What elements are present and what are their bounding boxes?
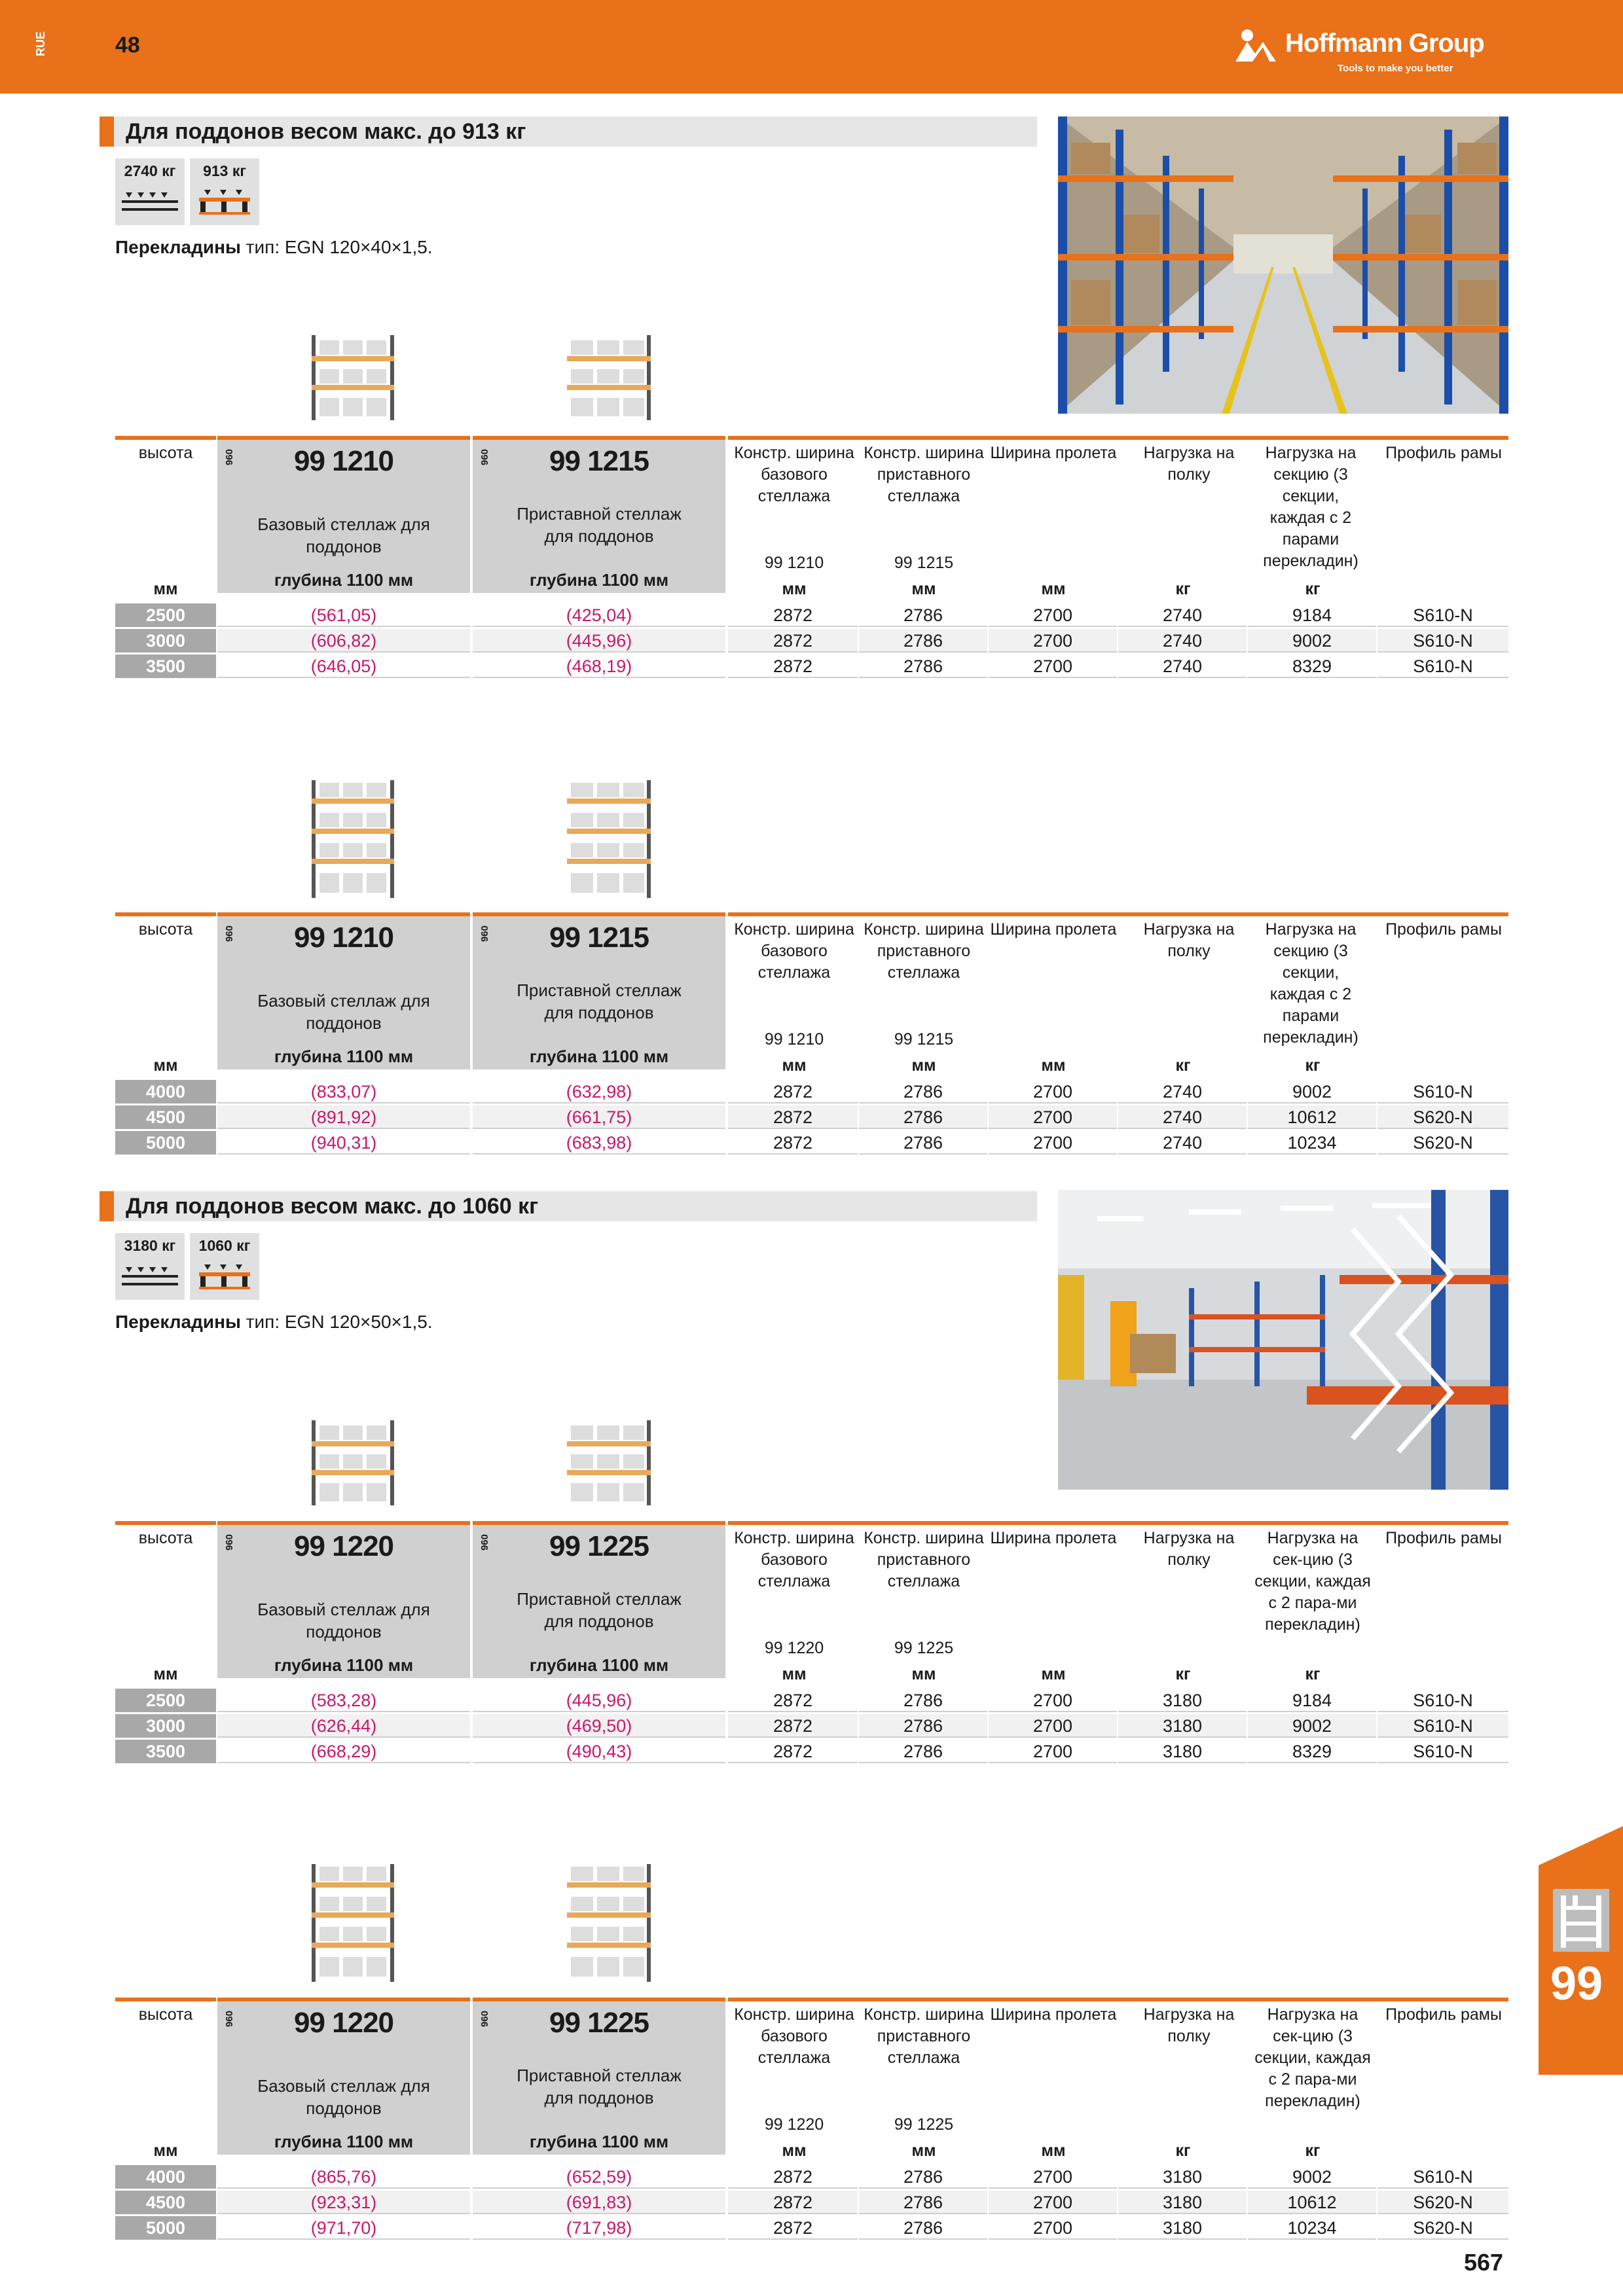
col-span-width-unit: мм (1041, 1056, 1066, 1075)
depth-code: 960 (479, 449, 490, 466)
col-section-load: Нагрузка на секцию (3 секции, каждая с 2 парами перекладин) (1263, 920, 1359, 1047)
col-ext-width: Констр. ширина приставного стеллажа (864, 444, 984, 505)
product-extension-rack[interactable] (473, 1998, 725, 2155)
hoffmann-logo-icon (1233, 27, 1279, 64)
col-ext-width-code: 99 1215 (894, 554, 954, 572)
row-height: 4500 (115, 2191, 216, 2214)
price-table-1 (115, 436, 1508, 681)
col-ext-width-code: 99 1215 (894, 1030, 954, 1049)
table-row (115, 2191, 1508, 2215)
product-depth: глубина 1100 мм (274, 2132, 414, 2151)
cell: S620-N (1377, 2216, 1508, 2240)
price-ext[interactable]: (652,59) (473, 2165, 725, 2189)
col-frame-profile: Профиль рамы (1385, 920, 1502, 939)
price-ext[interactable]: (445,96) (473, 629, 725, 653)
table-row (115, 1689, 1508, 1713)
col-section-load-unit: кг (1305, 2142, 1321, 2160)
price-base[interactable]: (940,31) (217, 1131, 470, 1155)
brand-tagline: Tools to make you better (1338, 63, 1453, 74)
price-ext[interactable]: (717,98) (473, 2216, 725, 2240)
price-base[interactable]: (668,29) (217, 1740, 470, 1763)
product-extension-rack[interactable] (473, 436, 725, 593)
depth-code: 960 (224, 925, 235, 942)
cell: 2786 (859, 1740, 987, 1763)
col-base-width-unit: мм (782, 2142, 807, 2160)
price-ext[interactable]: (691,83) (473, 2191, 725, 2214)
shelf-load-icon (120, 188, 179, 220)
product-code: 99 1215 (549, 445, 649, 477)
cell: 9002 (1248, 1714, 1376, 1738)
col-base-width-code: 99 1220 (764, 2115, 824, 2134)
base-rack-illustration-3level (310, 335, 395, 420)
cell: 2700 (989, 2165, 1117, 2189)
col-span-width-unit: мм (1041, 2142, 1066, 2160)
badge-pallet-text: 913 кг (203, 162, 246, 179)
row-height: 5000 (115, 2216, 216, 2240)
cell: S610-N (1377, 655, 1508, 678)
price-ext[interactable]: (469,50) (473, 1714, 725, 1738)
depth-code: 960 (224, 2011, 235, 2028)
cell: 9002 (1248, 1080, 1376, 1103)
cell: 2700 (989, 2216, 1117, 2240)
product-description: Базовый стеллаж для поддонов (257, 991, 430, 1033)
table-row (115, 1740, 1508, 1765)
price-base[interactable]: (606,82) (217, 629, 470, 653)
cell: 9184 (1248, 603, 1376, 627)
pallet-load-icon (195, 1263, 254, 1295)
cell: 2786 (859, 1714, 987, 1738)
col-ext-width-unit: мм (911, 2142, 936, 2160)
cell: 2786 (859, 2216, 987, 2240)
height-unit: мм (153, 2142, 178, 2160)
cell: 3180 (1118, 2191, 1247, 2214)
product-extension-rack[interactable] (473, 1521, 725, 1678)
row-height: 2500 (115, 603, 216, 627)
cell: 2872 (728, 2191, 858, 2214)
price-base[interactable]: (583,28) (217, 1689, 470, 1712)
col-base-width-code: 99 1210 (764, 1030, 824, 1049)
depth-code: 960 (224, 449, 235, 466)
cell: S610-N (1377, 1689, 1508, 1712)
price-table-2 (115, 912, 1508, 1157)
col-base-width: Констр. ширина базового стеллажа (734, 2005, 854, 2067)
badge-shelf-load (115, 158, 185, 225)
product-description: Приставной стеллаж для поддонов (517, 2066, 682, 2108)
height-label: высота (138, 1529, 193, 1547)
product-code: 99 1210 (293, 922, 394, 954)
warehouse-hall-photo (1058, 1190, 1508, 1490)
extension-rack-illustration-3level (567, 1420, 652, 1505)
price-ext[interactable]: (425,04) (473, 603, 725, 627)
cell: 2740 (1118, 603, 1247, 627)
col-ext-width-code: 99 1225 (894, 1639, 954, 1657)
col-span-width: Ширина пролета (990, 444, 1117, 462)
product-description: Приставной стеллаж для поддонов (517, 980, 682, 1022)
cell: 3180 (1118, 1740, 1247, 1763)
section-title-1060: Для поддонов весом макс. до 1060 кг (100, 1191, 1037, 1221)
product-code: 99 1225 (549, 1530, 649, 1562)
col-shelf-load: Нагрузка на полку (1143, 444, 1235, 484)
price-ext[interactable]: (490,43) (473, 1740, 725, 1763)
cell: 2872 (728, 1131, 858, 1155)
table-row (115, 1131, 1508, 1156)
col-base-width: Констр. ширина базового стеллажа (734, 1529, 854, 1590)
header-bar (0, 0, 1623, 94)
cell: S620-N (1377, 2191, 1508, 2214)
cell: S610-N (1377, 1740, 1508, 1763)
col-section-load: Нагрузка на сек-цию (3 секции, каждая с 2 пара-ми перекладин) (1254, 2005, 1371, 2110)
cell: 2872 (728, 1105, 858, 1129)
col-shelf-load-unit: кг (1175, 2142, 1191, 2160)
depth-code: 960 (479, 1534, 490, 1551)
table-row (115, 1105, 1508, 1130)
base-rack-illustration-4level (310, 1864, 395, 1982)
extension-rack-illustration-4level (567, 1864, 652, 1982)
depth-code: 960 (224, 1534, 235, 1551)
brand-logo[interactable] (1233, 25, 1508, 77)
cell: 9002 (1248, 629, 1376, 653)
cell: 10612 (1248, 1105, 1376, 1129)
col-section-load: Нагрузка на сек-цию (3 секции, каждая с 2 пара-ми перекладин) (1254, 1529, 1371, 1634)
cell: S620-N (1377, 1131, 1508, 1155)
cell: 2700 (989, 603, 1117, 627)
product-base-rack[interactable] (217, 1998, 470, 2155)
cell: S610-N (1377, 629, 1508, 653)
row-height: 3500 (115, 655, 216, 678)
cell: 10612 (1248, 2191, 1376, 2214)
product-code: 99 1215 (549, 922, 649, 954)
price-base[interactable]: (646,05) (217, 655, 470, 678)
language-code: RUE (34, 31, 47, 57)
base-rack-illustration-3level (310, 1420, 395, 1505)
shelf-load-icon (120, 1263, 179, 1295)
col-span-width-unit: мм (1041, 1665, 1066, 1683)
price-ext[interactable]: (632,98) (473, 1080, 725, 1103)
price-ext[interactable]: (683,98) (473, 1131, 725, 1155)
col-span-width: Ширина пролета (990, 2005, 1117, 2024)
cell: 10234 (1248, 2216, 1376, 2240)
depth-code: 960 (479, 2011, 490, 2028)
col-base-width-code: 99 1220 (764, 1639, 824, 1657)
col-shelf-load-unit: кг (1175, 1056, 1191, 1075)
cell: 2740 (1118, 629, 1247, 653)
col-base-width-code: 99 1210 (764, 554, 824, 572)
cell: 2740 (1118, 1131, 1247, 1155)
base-rack-illustration-4level (310, 780, 395, 898)
row-height: 3000 (115, 1714, 216, 1738)
product-base-rack[interactable] (217, 436, 470, 593)
col-ext-width: Констр. ширина приставного стеллажа (864, 2005, 984, 2067)
col-frame-profile: Профиль рамы (1385, 2005, 1502, 2024)
cell: 3180 (1118, 2216, 1247, 2240)
cell: 3180 (1118, 1689, 1247, 1712)
price-base[interactable]: (971,70) (217, 2216, 470, 2240)
row-height: 4000 (115, 1080, 216, 1103)
col-span-width: Ширина пролета (990, 920, 1117, 939)
cell: 2786 (859, 1080, 987, 1103)
product-description: Приставной стеллаж для поддонов (517, 504, 682, 546)
cell: 2786 (859, 629, 987, 653)
cell: 2872 (728, 629, 858, 653)
product-depth: глубина 1100 мм (274, 570, 414, 590)
col-section-load-unit: кг (1305, 1665, 1321, 1683)
page-number-top: 48 (115, 33, 140, 58)
product-depth: глубина 1100 мм (274, 1655, 414, 1675)
cell: 2872 (728, 2165, 858, 2189)
cell: 2872 (728, 1689, 858, 1712)
cell: 2700 (989, 1105, 1117, 1129)
col-ext-width: Констр. ширина приставного стеллажа (864, 920, 984, 982)
row-height: 2500 (115, 1689, 216, 1712)
extension-rack-illustration-4level (567, 780, 652, 898)
cell: 2700 (989, 1714, 1117, 1738)
col-span-width-unit: мм (1041, 580, 1066, 598)
badge-shelf-text: 2740 кг (124, 162, 176, 179)
col-shelf-load: Нагрузка на полку (1143, 1529, 1235, 1569)
cell: 2786 (859, 1105, 987, 1129)
cell: 2700 (989, 629, 1117, 653)
extension-rack-illustration-3level (567, 335, 652, 420)
col-base-width-unit: мм (782, 1056, 807, 1075)
cell: 2700 (989, 1740, 1117, 1763)
shelving-icon (1553, 1889, 1609, 1952)
price-table-4 (115, 1998, 1508, 2242)
cell: S610-N (1377, 2165, 1508, 2189)
cell: S610-N (1377, 1714, 1508, 1738)
col-base-width: Констр. ширина базового стеллажа (734, 920, 854, 982)
col-section-load: Нагрузка на секцию (3 секции, каждая с 2 парами перекладин) (1263, 444, 1359, 570)
col-ext-width-unit: мм (911, 1665, 936, 1683)
col-base-width: Констр. ширина базового стеллажа (734, 444, 854, 505)
cell: 2700 (989, 655, 1117, 678)
col-ext-width-unit: мм (911, 580, 936, 598)
cell: 2786 (859, 603, 987, 627)
beams-type: тип: EGN 120×40×1,5. (240, 237, 433, 257)
col-shelf-load-unit: кг (1175, 580, 1191, 598)
product-code: 99 1220 (293, 2007, 394, 2039)
col-shelf-load-unit: кг (1175, 1665, 1191, 1683)
cell: 2872 (728, 2216, 858, 2240)
cell: 2872 (728, 603, 858, 627)
beams-info-2 (115, 1312, 433, 1333)
warehouse-aisle-photo (1058, 117, 1508, 414)
height-label: высота (138, 920, 193, 939)
col-ext-width: Констр. ширина приставного стеллажа (864, 1529, 984, 1590)
price-ext[interactable]: (468,19) (473, 655, 725, 678)
col-frame-profile: Профиль рамы (1385, 444, 1502, 462)
cell: 2740 (1118, 655, 1247, 678)
col-section-load-unit: кг (1305, 580, 1321, 598)
price-base[interactable]: (626,44) (217, 1714, 470, 1738)
product-depth: глубина 1100 мм (529, 1047, 669, 1066)
cell: 2872 (728, 1714, 858, 1738)
brand-name: Hoffmann Group (1285, 29, 1484, 58)
cell: 2872 (728, 655, 858, 678)
col-base-width-unit: мм (782, 1665, 807, 1683)
height-unit: мм (153, 1665, 178, 1683)
col-base-width-unit: мм (782, 580, 807, 598)
page-number-bottom: 567 (1464, 2249, 1504, 2276)
beams-label: Перекладины (115, 1312, 241, 1332)
product-depth: глубина 1100 мм (529, 1655, 669, 1675)
beams-type: тип: EGN 120×50×1,5. (240, 1312, 433, 1332)
cell: 8329 (1248, 655, 1376, 678)
cell: 2872 (728, 1740, 858, 1763)
price-ext[interactable]: (661,75) (473, 1105, 725, 1129)
price-ext[interactable]: (445,96) (473, 1689, 725, 1712)
cell: 2786 (859, 1131, 987, 1155)
price-base[interactable]: (923,31) (217, 2191, 470, 2214)
product-code: 99 1220 (293, 1530, 394, 1562)
chapter-tab[interactable] (1539, 1826, 1623, 2075)
cell: 2700 (989, 1131, 1117, 1155)
cell: 2740 (1118, 1105, 1247, 1129)
cell: 2700 (989, 2191, 1117, 2214)
cell: S620-N (1377, 1105, 1508, 1129)
cell: 2786 (859, 1689, 987, 1712)
cell: 3180 (1118, 1714, 1247, 1738)
price-base[interactable]: (865,76) (217, 2165, 470, 2189)
table-row (115, 603, 1508, 628)
badge-shelf-text: 3180 кг (124, 1237, 176, 1254)
cell: 2786 (859, 655, 987, 678)
cell: 2872 (728, 1080, 858, 1103)
row-height: 4500 (115, 1105, 216, 1129)
col-section-load-unit: кг (1305, 1056, 1321, 1075)
col-ext-width-unit: мм (911, 1056, 936, 1075)
height-label: высота (138, 2005, 193, 2024)
price-base[interactable]: (891,92) (217, 1105, 470, 1129)
cell: 9184 (1248, 1689, 1376, 1712)
badge-pallet-text: 1060 кг (198, 1237, 251, 1254)
product-code: 99 1210 (293, 445, 394, 477)
height-label: высота (138, 444, 193, 462)
badge-pallet-load (190, 158, 259, 225)
cell: 2740 (1118, 1080, 1247, 1103)
height-unit: мм (153, 580, 178, 598)
row-height: 3500 (115, 1740, 216, 1763)
product-description: Приставной стеллаж для поддонов (517, 1589, 682, 1631)
product-depth: глубина 1100 мм (529, 2132, 669, 2151)
table-row (115, 629, 1508, 654)
depth-code: 960 (479, 925, 490, 942)
col-shelf-load: Нагрузка на полку (1143, 920, 1235, 960)
price-base[interactable]: (833,07) (217, 1080, 470, 1103)
cell: 2700 (989, 1689, 1117, 1712)
table-row (115, 1714, 1508, 1739)
product-extension-rack[interactable] (473, 912, 725, 1069)
badge-shelf-load (115, 1233, 185, 1300)
price-table-3 (115, 1521, 1508, 1766)
product-code: 99 1225 (549, 2007, 649, 2039)
cell: 9002 (1248, 2165, 1376, 2189)
beams-info-1 (115, 237, 433, 258)
product-depth: глубина 1100 мм (274, 1047, 414, 1066)
beams-label: Перекладины (115, 237, 241, 257)
product-description: Базовый стеллаж для поддонов (257, 1600, 430, 1641)
cell: 10234 (1248, 1131, 1376, 1155)
col-span-width: Ширина пролета (990, 1529, 1117, 1547)
product-depth: глубина 1100 мм (529, 570, 669, 590)
row-height: 3000 (115, 629, 216, 653)
cell: 3180 (1118, 2165, 1247, 2189)
badge-pallet-load (190, 1233, 259, 1300)
product-base-rack[interactable] (217, 1521, 470, 1678)
section-title-913: Для поддонов весом макс. до 913 кг (100, 117, 1037, 147)
table-row (115, 2165, 1508, 2190)
col-frame-profile: Профиль рамы (1385, 1529, 1502, 1547)
cell: 2786 (859, 2165, 987, 2189)
height-unit: мм (153, 1056, 178, 1075)
pallet-load-icon (195, 188, 254, 220)
table-row (115, 2216, 1508, 2241)
product-base-rack[interactable] (217, 912, 470, 1069)
cell: S610-N (1377, 1080, 1508, 1103)
product-description: Базовый стеллаж для поддонов (257, 514, 430, 556)
row-height: 4000 (115, 2165, 216, 2189)
col-ext-width-code: 99 1225 (894, 2115, 954, 2134)
row-height: 5000 (115, 1131, 216, 1155)
table-row (115, 655, 1508, 679)
cell: 2700 (989, 1080, 1117, 1103)
cell: S610-N (1377, 603, 1508, 627)
product-description: Базовый стеллаж для поддонов (257, 2076, 430, 2118)
col-shelf-load: Нагрузка на полку (1143, 2005, 1235, 2045)
cell: 8329 (1248, 1740, 1376, 1763)
table-row (115, 1080, 1508, 1105)
chapter-number: 99 (1550, 1958, 1603, 2010)
cell: 2786 (859, 2191, 987, 2214)
price-base[interactable]: (561,05) (217, 603, 470, 627)
